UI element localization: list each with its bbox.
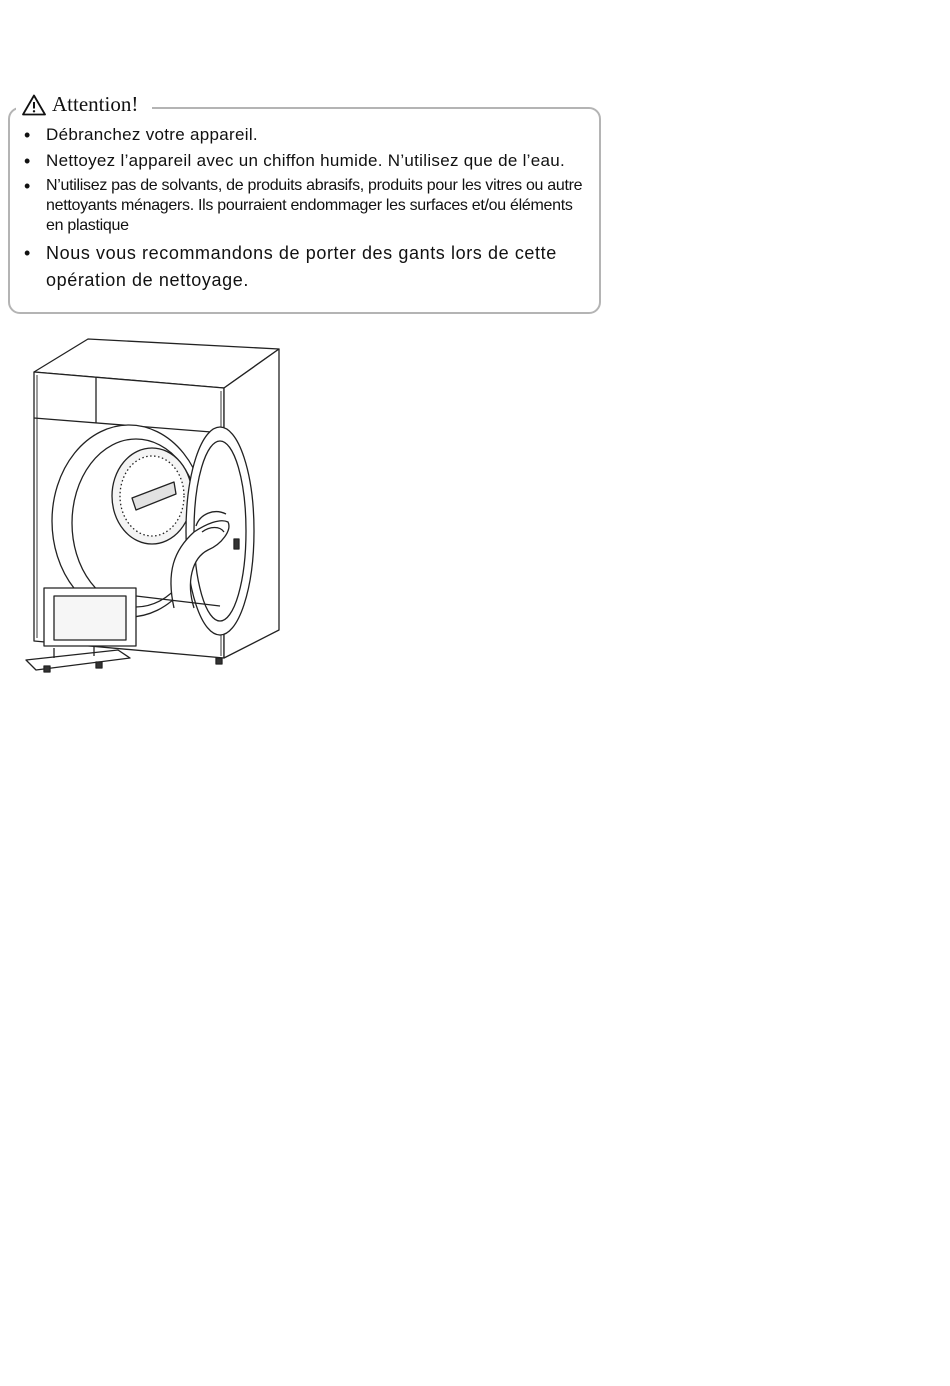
list-item: • Nous vous recommandons de porter des gants lors de cette opération de nettoyage. — [24, 243, 557, 290]
list-item-text: Nous vous recommandons de porter des gants lors de cette opération de nettoyage. — [46, 243, 557, 290]
list-item-text: N’utilisez pas de solvants, de produits abrasifs, produits pour les vitres ou autre nettoyants ménagers. Ils pourraient endommager les surfaces et/ou éléments en plastique — [46, 177, 583, 234]
list-item: • N’utilisez pas de solvants, de produits abrasifs, produits pour les vitres ou autre nettoyants ménagers. Ils pourraient endommager les surfaces et/ou éléments en plastique — [24, 176, 583, 234]
dryer-door-cleaning-illustration — [24, 336, 286, 676]
list-item: • Débranchez votre appareil. — [24, 125, 258, 145]
attention-title: Attention! — [52, 92, 139, 116]
list-item-text: Nettoyez l’appareil avec un chiffon humide. N’utilisez que de l’eau. — [46, 151, 566, 170]
list-item: • Nettoyez l’appareil avec un chiffon humide. N’utilisez que de l’eau. — [24, 151, 566, 171]
warning-triangle-icon — [22, 94, 46, 116]
list-item-text: Débranchez votre appareil. — [46, 125, 258, 144]
attention-list — [22, 124, 592, 294]
attention-heading — [16, 92, 152, 117]
